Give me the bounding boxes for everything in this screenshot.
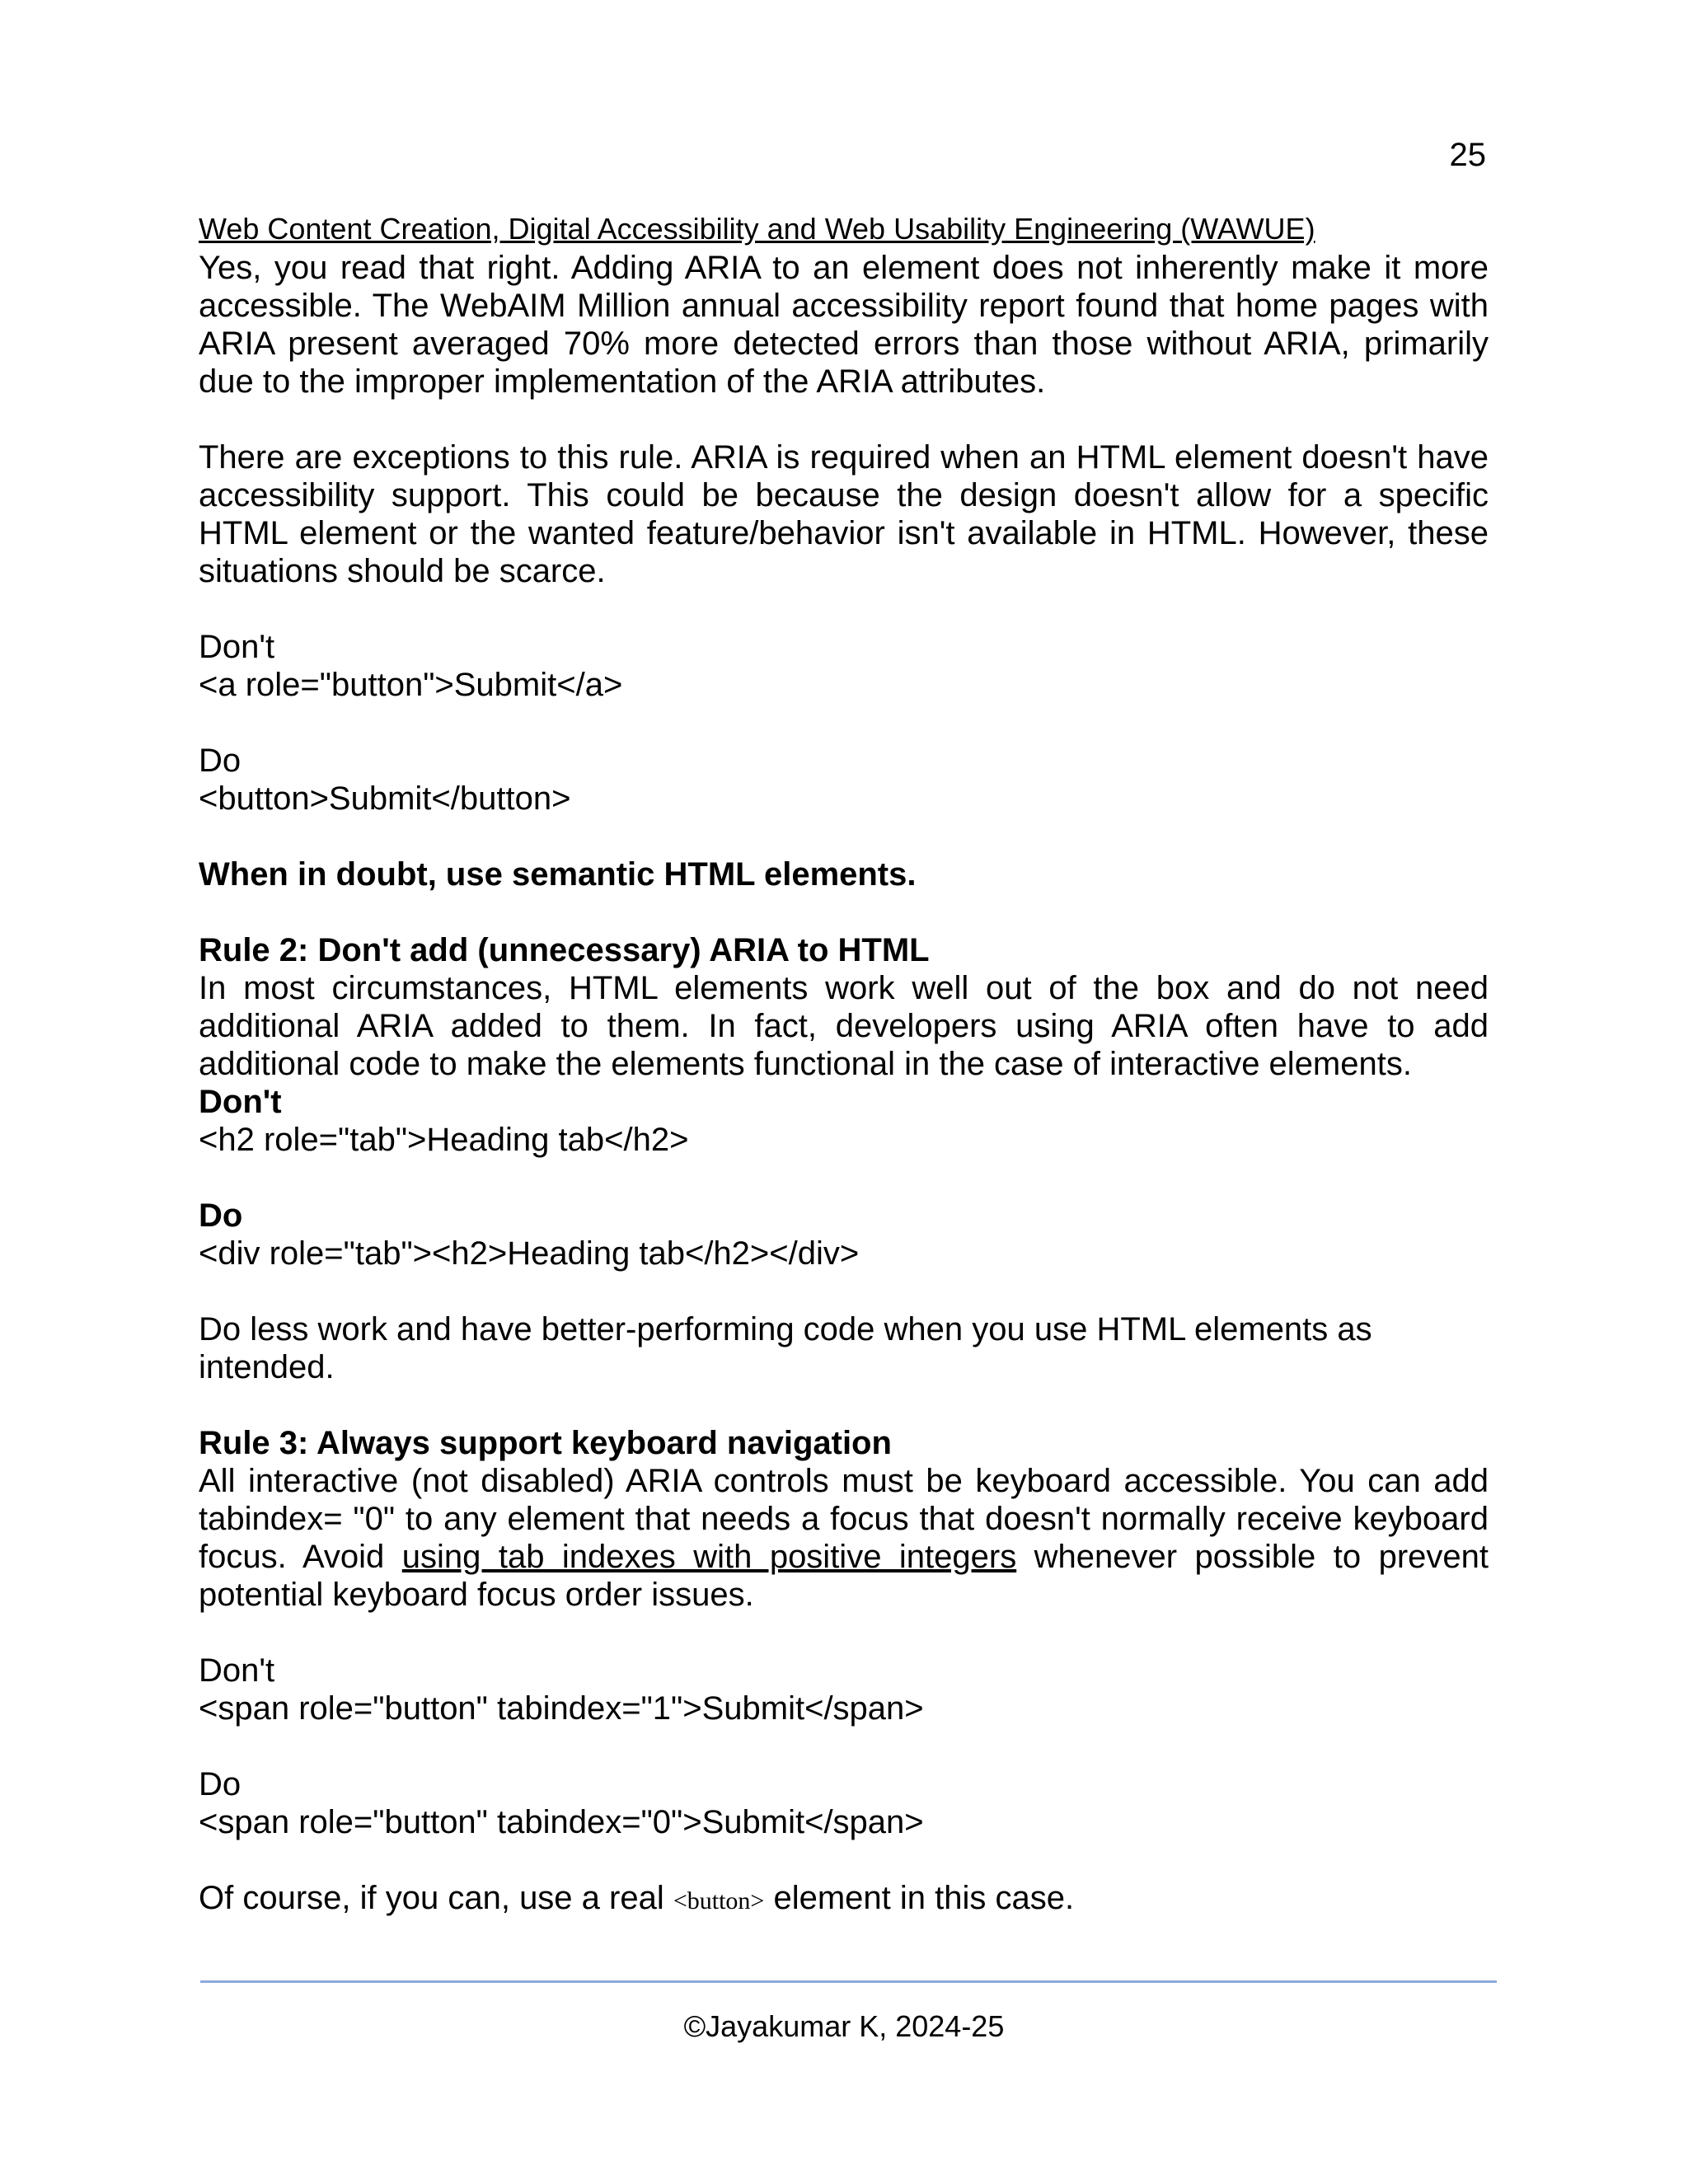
footer-copyright: ©Jayakumar K, 2024-25 (683, 2009, 1005, 2043)
rule2-heading: Rule 2: Don't add (unnecessary) ARIA to HTML (199, 932, 930, 968)
paragraph-aria-errors: Yes, you read that right. Adding ARIA to an element does not inherently make it more accessible. The WebAIM Million annual accessibility report found that home pages with ARIA present averaged 70% more detected errors than those without ARIA, primarily due to the improper implementation of the ARIA attributes. (199, 250, 1489, 400)
rule2-closing: Do less work and have better-performing code when you use HTML elements as intended. (199, 1311, 1372, 1385)
example1-do-code: <button>Submit</button> (199, 780, 571, 817)
footer-divider (200, 1980, 1497, 1983)
rule3-closing-end: element in this case. (764, 1880, 1075, 1916)
page-content (199, 213, 1489, 1920)
rule3-dont-code: <span role="button" tabindex="1">Submit</span> (199, 1690, 924, 1727)
rule3-do-label: Do (199, 1766, 241, 1802)
rule3-closing-start: Of course, if you can, use a real (199, 1880, 673, 1916)
semantic-html-tip: When in doubt, use semantic HTML elements. (199, 856, 917, 893)
positive-tabindex-link[interactable]: using tab indexes with positive integers (401, 1539, 1017, 1575)
rule3-text (199, 1462, 1489, 1614)
rule3-text-end: whenever possible to prevent potential keyboard focus order issues. (199, 1539, 1489, 1613)
rule3-text-start: All interactive (not disabled) ARIA controls must be keyboard accessible. You can add tabindex= "0" to any element that needs a focus that doesn't normally receive keyboard focus. Avoid (199, 1463, 1489, 1575)
paragraph-exceptions: There are exceptions to this rule. ARIA is required when an HTML element doesn't have accessibility support. This could be because the design doesn't allow for a specific HTML element or the wanted feature/behavior isn't available in HTML. However, these situations should be scarce. (199, 439, 1489, 589)
example1-dont-code: <a role="button">Submit</a> (199, 667, 623, 703)
running-header: Web Content Creation, Digital Accessibility and Web Usability Engineering (WAWUE) (199, 212, 1315, 246)
rule3-heading: Rule 3: Always support keyboard navigation (199, 1425, 892, 1461)
rule3-dont-label: Don't (199, 1652, 275, 1689)
rule2-text: In most circumstances, HTML elements work well out of the box and do not need additional ARIA added to them. In fact, developers using ARIA often have to add additional code to make the elements functional in the case of interactive elements. (199, 970, 1489, 1082)
example1-do-label: Do (199, 743, 241, 779)
button-element-code: <button> (673, 1887, 765, 1915)
rule3-closing (199, 1879, 1489, 1920)
page-number: 25 (1449, 137, 1486, 173)
rule3-do-code: <span role="button" tabindex="0">Submit</span> (199, 1804, 924, 1840)
example1-dont-label: Don't (199, 629, 275, 665)
rule2-dont-code: <h2 role="tab">Heading tab</h2> (199, 1122, 689, 1158)
rule2-do-label: Do (199, 1197, 243, 1234)
rule2-do-code: <div role="tab"><h2>Heading tab</h2></div> (199, 1235, 860, 1272)
rule2-dont-label: Don't (199, 1084, 282, 1120)
